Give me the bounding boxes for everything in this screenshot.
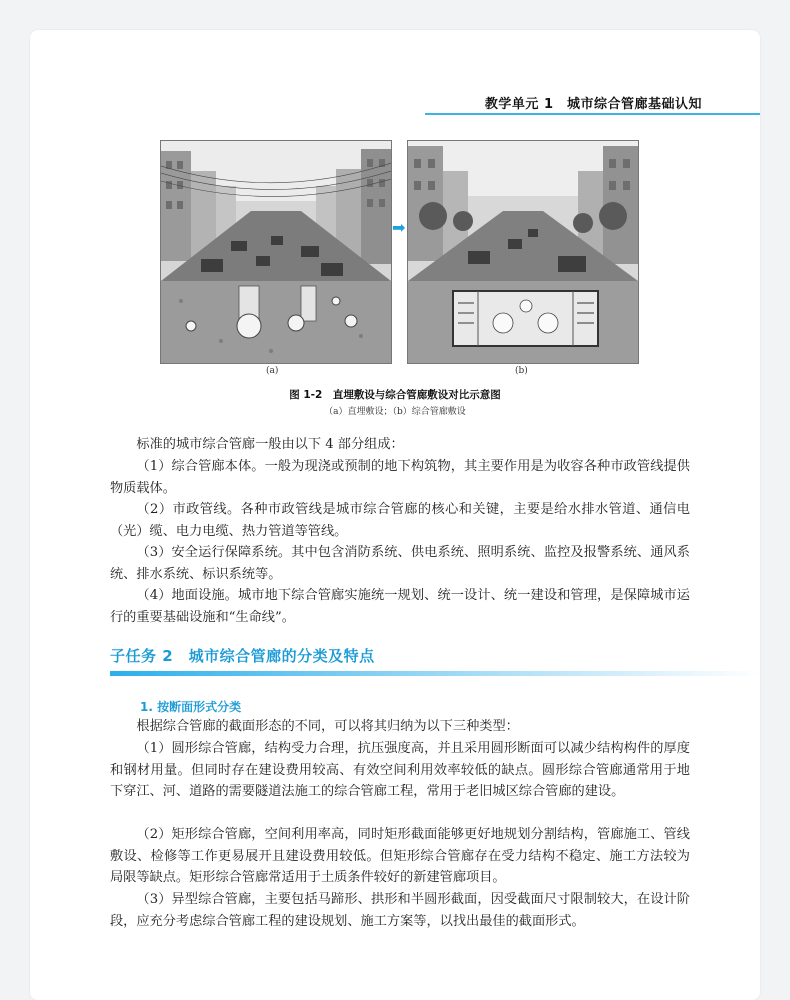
paragraph: （2）市政管线。各种市政管线是城市综合管廊的核心和关键，主要是给水排水管道、通信电（光）缆、电力电缆、热力管道等管线。 <box>110 502 690 539</box>
paragraph: （1）圆形综合管廊，结构受力合理，抗压强度高，并且采用圆形断面可以减少结构构件的厚度和钢材用量。但同时存在建设费用较高、有效空间利用效率较低的缺点。圆形综合管廊通常用于地下穿江、河、道路的需要隧道法施工的综合管廊工程，常用于老旧城区综合管廊的建设。 <box>110 741 690 799</box>
running-header <box>110 93 760 115</box>
paragraph: 标准的城市综合管廊一般由以下 4 部分组成： <box>136 437 404 452</box>
paragraph: （2）矩形综合管廊，空间利用率高，同时矩形截面能够更好地规划分割结构，管廊施工、管线敷设、检修等工作更易展开且建设费用较低。但矩形综合管廊存在受力结构不稳定、施工方法较为局限等缺点。矩形综合管廊常适用于土质条件较好的新建管廊项目。 <box>110 827 690 885</box>
section-heading <box>110 645 760 675</box>
subsection-title: 1. 按断面形式分类 <box>140 700 242 714</box>
figure-caption: 图 1-2 直埋敷设与综合管廊敷设对比示意图 <box>289 389 501 401</box>
figure-a-label: (a) <box>266 366 279 376</box>
figure-b-label: (b) <box>515 366 528 376</box>
paragraph: 根据综合管廊的截面形态的不同，可以将其归纳为以下三种类型： <box>136 719 519 734</box>
header-title: 教学单元 1 城市综合管廊基础认知 <box>484 97 702 112</box>
figure-subcaption: （a）直埋敷设；（b）综合管廊敷设 <box>324 407 466 417</box>
figure-a-direct-burial-illustration <box>160 140 392 364</box>
paragraph: （3）异型综合管廊，主要包括马蹄形、拱形和半圆形截面，因受截面尺寸限制较大，在设计阶段，应充分考虑综合管廊工程的建设规划、施工方案等，以找出最佳的截面形式。 <box>110 892 690 929</box>
paragraph: （1）综合管廊本体。一般为现浇或预制的地下构筑物，其主要作用是为收容各种市政管线提供物质载体。 <box>110 459 690 496</box>
header-rule <box>425 113 760 115</box>
figure-b-utility-tunnel-illustration <box>407 140 639 364</box>
section-rule <box>110 671 760 676</box>
paragraph: （3）安全运行保障系统。其中包含消防系统、供电系统、照明系统、监控及报警系统、通风系统、排水系统、标识系统等。 <box>110 545 690 582</box>
paragraph: （4）地面设施。城市地下综合管廊实施统一规划、统一设计、统一建设和管理，是保障城市运行的重要基础设施和“生命线”。 <box>110 588 690 625</box>
arrow-icon: ➡ <box>392 218 406 237</box>
section-title: 子任务 2 城市综合管廊的分类及特点 <box>110 647 375 665</box>
